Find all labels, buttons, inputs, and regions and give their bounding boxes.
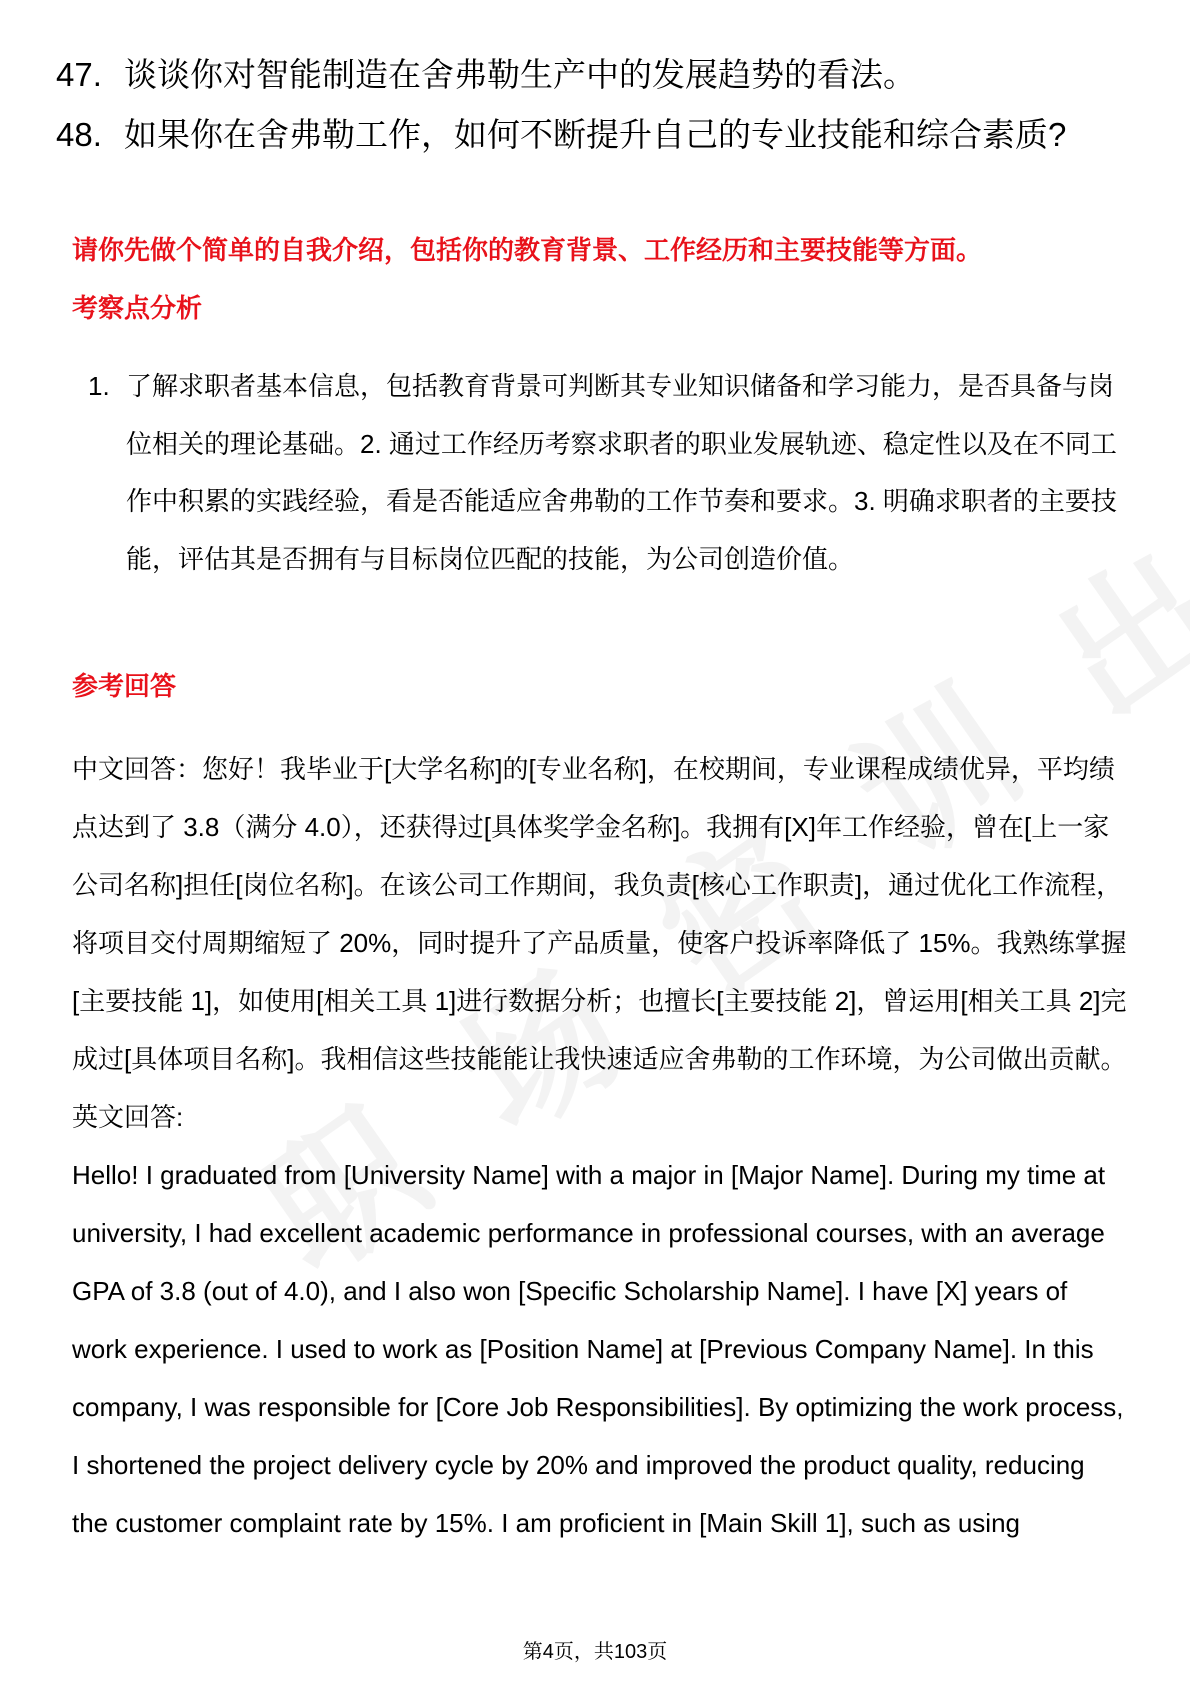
analysis-list-item [88,358,1123,588]
answer-chinese: 中文回答：您好！我毕业于[大学名称]的[专业名称]，在校期间，专业课程成绩优异，平均绩点达到了 3.8（满分 4.0），还获得过[具体奖学金名称]。我拥有[X]年工作经验，曾在[上一家公司名称]担任[岗位名称]。在该公司工作期间，我负责[核心工作职责]，通过优化工作流程，将项目交付周期缩短了 20%，同时提升了产品质量，使客户投诉率降低了 15%。我熟练掌握[主要技能 1]，如使用[相关工具 1]进行数据分析；也擅长[主要技能 2]，曾运用[相关工具 2]完成过[具体项目名称]。我相信这些技能能让我快速适应舍弗勒的工作环境，为公司做出贡献。 英文回答: [72,754,1127,1132]
question-item-48 [56,110,1116,160]
analysis-text: 了解求职者基本信息，包括教育背景可判断其专业知识储备和学习能力，是否具备与岗位相关的理论基础。2. 通过工作经历考察求职者的职业发展轨迹、稳定性以及在不同工作中积累的实践经验，看是否能适应舍弗勒的工作节奏和要求。3. 明确求职者的主要技能，评估其是否拥有与目标岗位匹配的技能，为公司创造价值。 [126,371,1117,574]
question-item-47 [56,50,1116,100]
analysis-number: 1. [88,371,110,401]
interview-question: 请你先做个简单的自我介绍，包括你的教育背景、工作经历和主要技能等方面。 [72,235,983,265]
question-text: 谈谈你对智能制造在舍弗勒生产中的发展趋势的看法。 [124,56,916,93]
question-text: 如果你在舍弗勒工作，如何不断提升自己的专业技能和综合素质? [124,116,1067,153]
page-number: 第4页，共103页 [522,1641,668,1663]
question-number: 48. [56,116,102,153]
reference-answer [72,740,1127,1552]
answer-english: Hello! I graduated from [University Name] with a major in [Major Name]. During my time at university, I had excellent academic performance in professional courses, with an average GPA of 3.8 (out of 4.0), and I also won [Specific Scholarship Name]. I have [X] years of work experience. I used to work as [Position Name] at [Previous Company Name]. In this company, I was responsible for [Core Job Responsibilities]. By optimizing the work process, I shortened the project delivery cycle by 20% and improved the product quality, reducing the customer complaint rate by 15%. I am proficient in [Main Skill 1], such as using [72,1160,1124,1538]
analysis-heading: 考察点分析 [72,293,203,323]
answer-heading: 参考回答 [72,671,177,701]
question-number: 47. [56,56,102,93]
